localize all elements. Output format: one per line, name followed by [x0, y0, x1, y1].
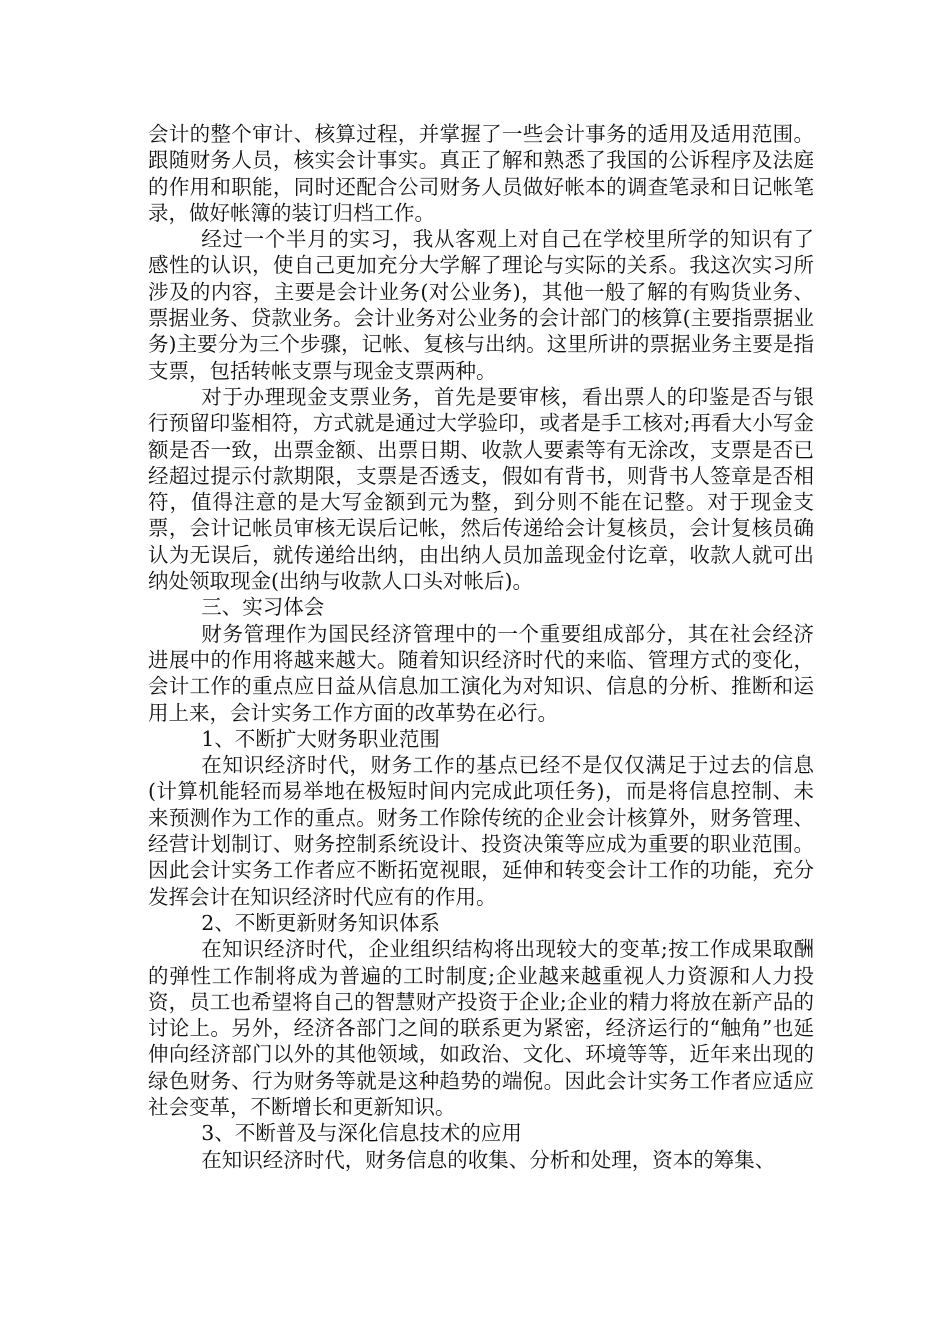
subheading-1: 1、不断扩大财务职业范围: [201, 726, 440, 751]
paragraph-continuation: 会计的整个审计、核算过程，并掌握了一些会计事务的适用及适用范围。跟随财务人员，核实会计事实。真正了解和熟悉了我国的公诉程序及法庭的作用和职能，同时还配合公司财务人员做好帐本的调查笔录和日记帐笔录，做好帐簿的装订归档工作。: [148, 122, 814, 225]
document-body: [148, 121, 814, 1173]
paragraph-internship-summary: 经过一个半月的实习，我从客观上对自己在学校里所学的知识有了感性的认识，使自己更加充分大学解了理论与实际的关系。我这次实习所涉及的内容，主要是会计业务(对公业务)，其他一般了解的有购货业务、票据业务、贷款业务。会计业务对公业务的会计部门的核算(主要指票据业务)主要分为三个步骤，记帐、复核与出纳。这里所讲的票据业务主要是指支票，包括转帐支票与现金支票两种。: [148, 227, 814, 383]
subheading-3: 3、不断普及与深化信息技术的应用: [201, 1121, 522, 1146]
section-heading-experience: 三、实习体会: [201, 595, 325, 620]
subheading-2: 2、不断更新财务知识体系: [201, 910, 440, 935]
paragraph-scope: 在知识经济时代，财务工作的基点已经不是仅仅满足于过去的信息(计算机能轻而易举地在极短时间内完成此项任务)，而是将信息控制、未来预测作为工作的重点。财务工作除传统的企业会计核算外，财务管理、经营计划制订、财务控制系统设计、投资决策等应成为重要的职业范围。因此会计实务工作者应不断拓宽视眼，延伸和转变会计工作的功能，充分发挥会计在知识经济时代应有的作用。: [148, 753, 814, 909]
paragraph-cash-check-process: 对于办理现金支票业务，首先是要审核，看出票人的印鉴是否与银行预留印鉴相符，方式就是通过大学验印，或者是手工核对;再看大小写金额是否一致，出票金额、出票日期、收款人要素等有无涂改，支票是否已经超过提示付款期限，支票是否透支，假如有背书，则背书人签章是否相符，值得注意的是大写金额到元为整，到分则不能在记整。对于现金支票，会计记帐员审核无误后记帐，然后传递给会计复核员，会计复核员确认为无误后，就传递给出纳，由出纳人员加盖现金付讫章，收款人就可出纳处领取现金(出纳与收款人口头对帐后)。: [148, 384, 814, 594]
paragraph-info-tech: 在知识经济时代，财务信息的收集、分析和处理，资本的筹集、: [201, 1147, 776, 1172]
paragraph-knowledge-system: 在知识经济时代，企业组织结构将出现较大的变革;按工作成果取酬的弹性工作制将成为普遍的工时制度;企业越来越重视人力资源和人力投资，员工也希望将自己的智慧财产投资于企业;企业的精力将放在新产品的讨论上。另外，经济各部门之间的联系更为紧密，经济运行的“触角”也延伸向经济部门以外的其他领域，如政治、文化、环境等等，近年来出现的绿色财务、行为财务等就是这种趋势的端倪。因此会计实务工作者应适应社会变革，不断增长和更新知识。: [148, 937, 814, 1119]
paragraph-financial-management: 财务管理作为国民经济管理中的一个重要组成部分，其在社会经济进展中的作用将越来越大。随着知识经济时代的来临、管理方式的变化，会计工作的重点应日益从信息加工演化为对知识、信息的分析、推断和运用上来，会计实务工作方面的改革势在必行。: [148, 621, 814, 725]
